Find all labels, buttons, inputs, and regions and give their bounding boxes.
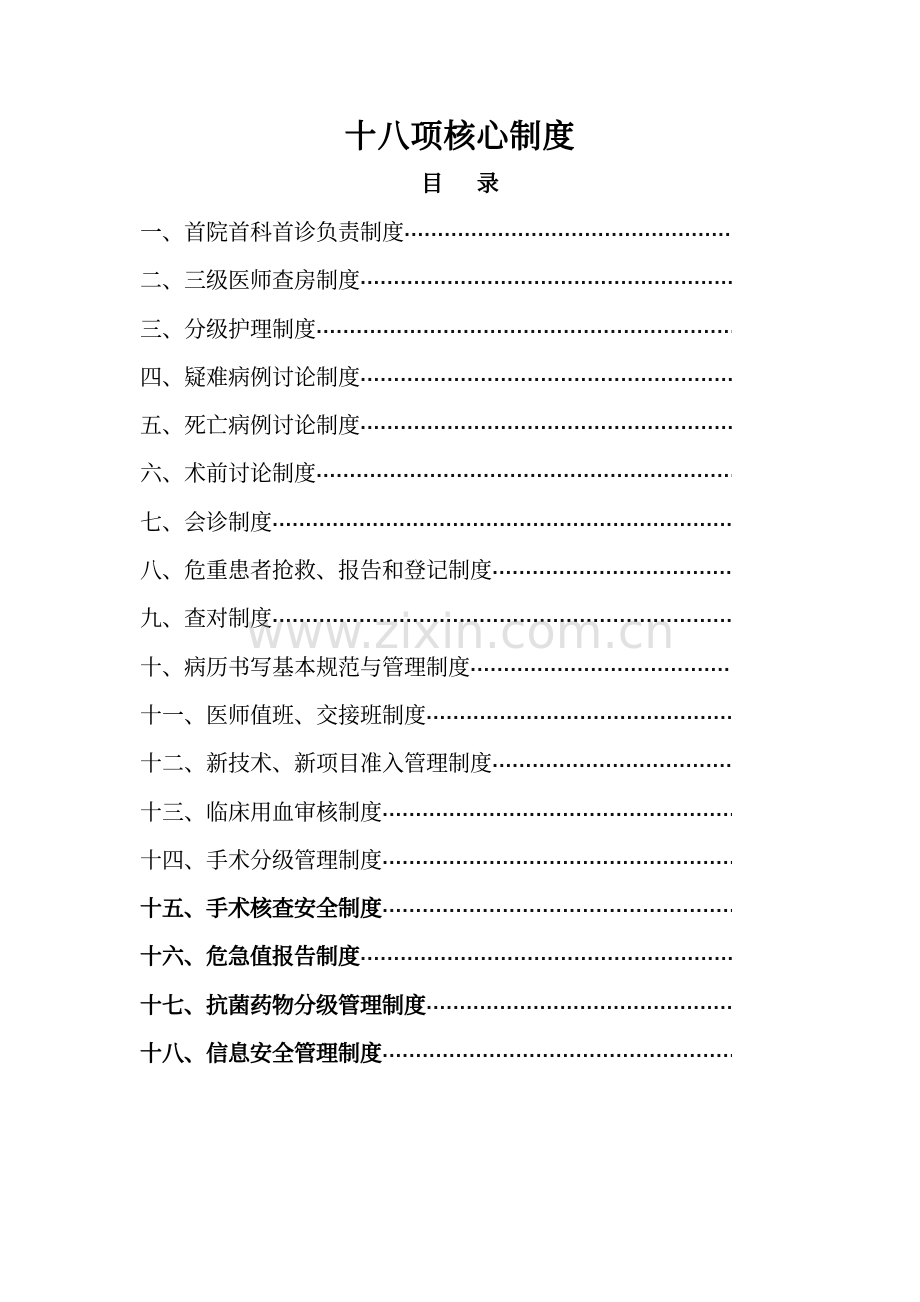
toc-entry[interactable] [140, 790, 732, 838]
toc-dot-leader [272, 501, 732, 548]
toc-entry-label: 十五、手术核查安全制度 [140, 897, 383, 923]
toc-entry[interactable] [140, 307, 732, 355]
watermark-text: www.zixin.com.cn [245, 604, 675, 660]
toc-entry[interactable] [140, 1031, 732, 1079]
toc-entry-label: 十、病历书写基本规范与管理制度 [140, 655, 471, 681]
toc-entry[interactable] [140, 258, 732, 306]
toc-dot-leader [470, 646, 732, 693]
toc-dot-leader [382, 1032, 732, 1079]
toc-entry-label: 十八、信息安全管理制度 [140, 1042, 383, 1068]
toc-dot-leader [360, 935, 732, 982]
toc-entry[interactable] [140, 983, 732, 1031]
toc-entry[interactable] [140, 403, 732, 451]
toc-entry[interactable] [140, 838, 732, 886]
toc-entry-label: 九、查对制度 [140, 607, 273, 633]
toc-entry[interactable] [140, 693, 732, 741]
toc-entry[interactable] [140, 886, 732, 934]
toc-entry[interactable] [140, 741, 732, 789]
toc-entry[interactable] [140, 500, 732, 548]
toc-entry-label: 十二、新技术、新项目准入管理制度 [140, 752, 493, 778]
toc-dot-leader [382, 839, 732, 886]
toc-dot-leader [426, 984, 732, 1031]
toc-entry-label: 二、三级医师查房制度 [140, 269, 361, 295]
toc-dot-leader [382, 791, 732, 838]
toc-entry[interactable] [140, 934, 732, 982]
toc-heading: 目 录 [421, 172, 499, 197]
toc-entry-label: 十六、危急值报告制度 [140, 945, 361, 971]
toc-dot-leader [492, 742, 732, 789]
toc-dot-leader [360, 259, 732, 306]
toc-dot-leader [316, 452, 732, 499]
toc-entry[interactable] [140, 210, 732, 258]
toc-entry-label: 十四、手术分级管理制度 [140, 848, 383, 874]
toc-entry-label: 四、疑难病例讨论制度 [140, 365, 361, 391]
toc-entry-label: 七、会诊制度 [140, 510, 273, 536]
toc-dot-leader [426, 694, 732, 741]
toc-entry-label: 十一、医师值班、交接班制度 [140, 703, 427, 729]
toc-entry[interactable] [140, 451, 732, 499]
toc-entry[interactable] [140, 596, 732, 644]
toc-dot-leader [404, 211, 732, 258]
toc-dot-leader [360, 404, 732, 451]
toc-entry-label: 十七、抗菌药物分级管理制度 [140, 993, 427, 1019]
document-title: 十八项核心制度 [344, 117, 576, 155]
toc-entry-label: 八、危重患者抢救、报告和登记制度 [140, 559, 493, 585]
toc-dot-leader [316, 308, 732, 355]
toc-entry-label: 十三、临床用血审核制度 [140, 800, 383, 826]
table-of-contents [140, 210, 732, 1079]
toc-entry[interactable] [140, 548, 732, 596]
toc-entry[interactable] [140, 645, 732, 693]
toc-entry-label: 三、分级护理制度 [140, 317, 317, 343]
toc-entry-label: 六、术前讨论制度 [140, 462, 317, 488]
toc-dot-leader [360, 356, 732, 403]
toc-entry-label: 五、死亡病例讨论制度 [140, 414, 361, 440]
toc-entry-label: 一、首院首科首诊负责制度 [140, 221, 405, 246]
toc-entry[interactable] [140, 355, 732, 403]
toc-dot-leader [492, 549, 732, 596]
toc-dot-leader [272, 597, 732, 644]
toc-dot-leader [382, 887, 732, 934]
